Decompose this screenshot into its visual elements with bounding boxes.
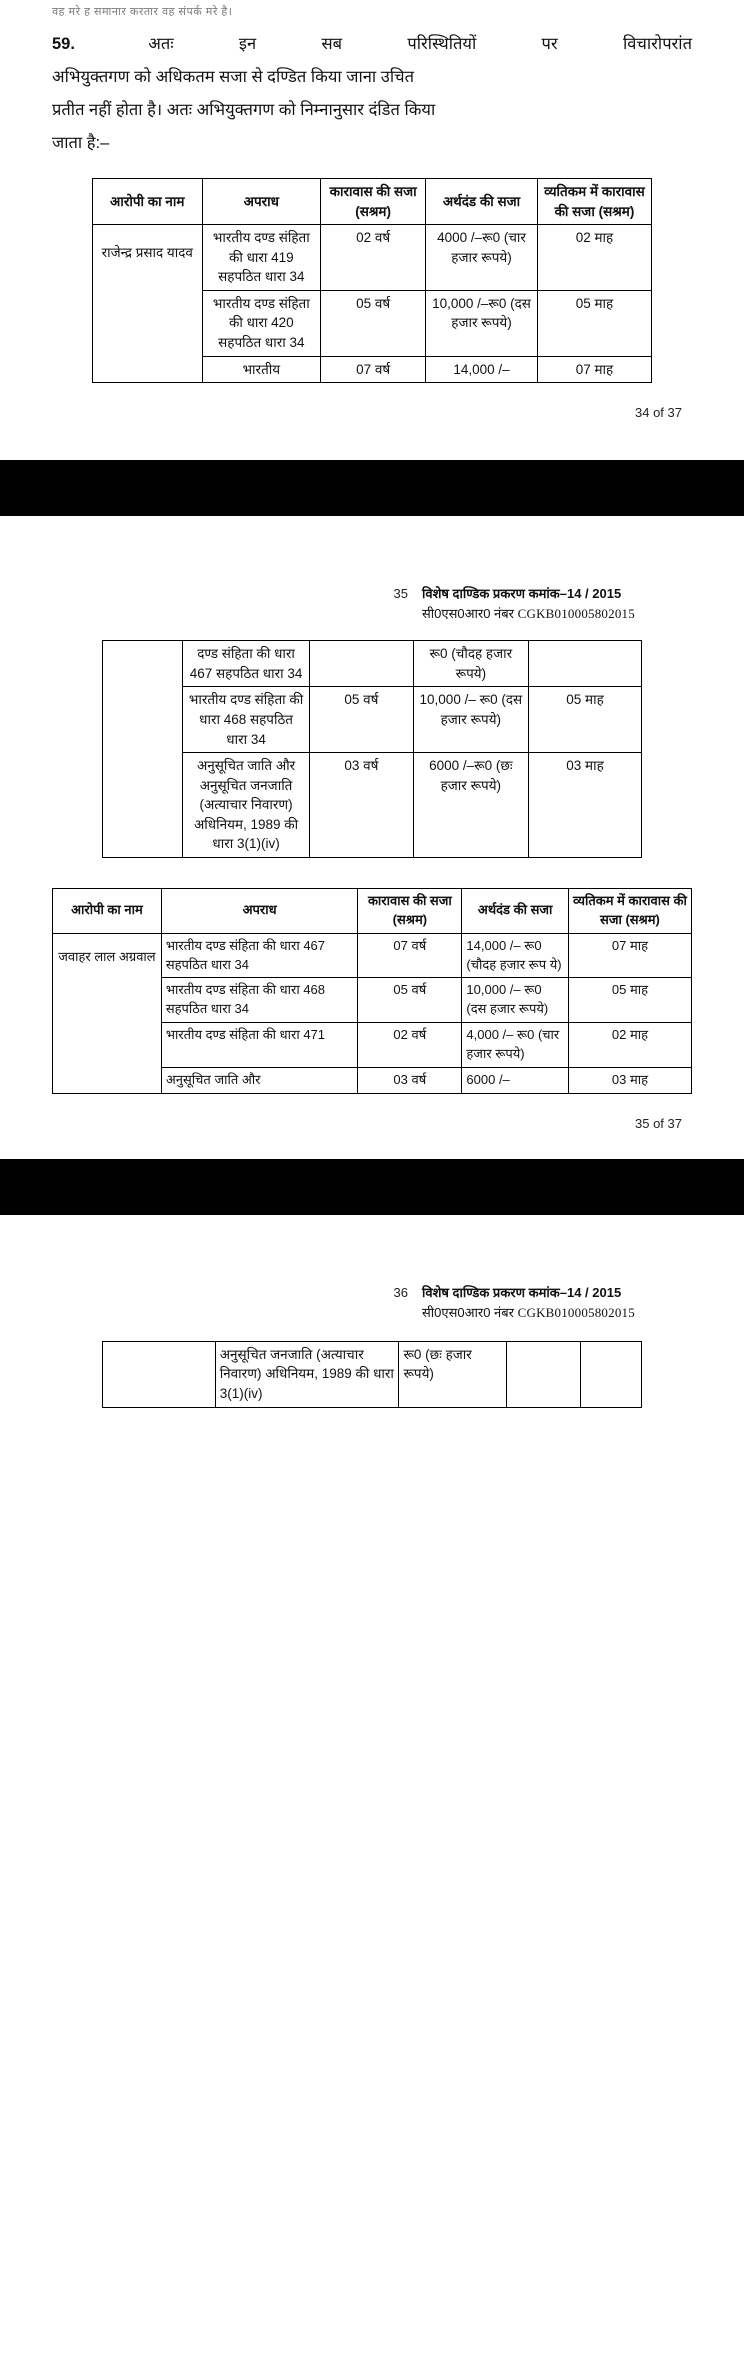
cell-fine: 14,000 /– <box>426 356 538 383</box>
cell-default <box>529 641 642 687</box>
case-csr-prefix: सी0एस0आर0 नंबर <box>422 1304 518 1320</box>
page-gap-top-1 <box>0 420 744 460</box>
col-fine: अर्थदंड की सजा <box>462 888 569 933</box>
page-34 <box>0 0 744 420</box>
cell-accused-name <box>103 641 183 858</box>
table-row <box>93 225 652 291</box>
col-imprisonment: कारावास की सजा (सश्रम) <box>358 888 462 933</box>
page-35-folio: 35 of 37 <box>635 1115 682 1131</box>
cell-offence: अनुसूचित जाति और अनुसूचित जनजाति (अत्याचार निवारण) अधिनियम, 1989 की धारा 3(1)(iv) <box>183 753 310 858</box>
cell-default: 02 माह <box>568 1023 691 1068</box>
cell-fine: रू0 (चौदह हजार रूपये) <box>413 641 528 687</box>
cell-imprisonment: 07 वर्ष <box>321 356 426 383</box>
page-34-folio: 34 of 37 <box>635 405 682 421</box>
cell-default: 05 माह <box>568 978 691 1023</box>
cell-fine: रू0 (छः हजार रूपये) <box>399 1341 507 1407</box>
paragraph-line-4: जाता है:– <box>52 134 110 152</box>
cell-default: 05 माह <box>537 290 651 356</box>
page-separator-band-1 <box>0 460 744 516</box>
table-row <box>103 687 642 753</box>
cell-fine: 14,000 /– रू0 (चौदह हजार रूप ये) <box>462 933 569 978</box>
page-gap-bottom-2 <box>0 1215 744 1273</box>
col-accused-name: आरोपी का नाम <box>93 179 203 225</box>
case-csr-code: CGKB010005802015 <box>517 1304 635 1320</box>
cell-fine: 4000 /–रू0 (चार हजार रूपये) <box>426 225 538 291</box>
sentence-table-continued-jawahar <box>102 1341 642 1408</box>
col-fine: अर्थदंड की सजा <box>426 179 538 225</box>
cell-offence: भारतीय दण्ड संहिता की धारा 420 सहपठित धारा 34 <box>202 290 321 356</box>
cell-offence: भारतीय दण्ड संहिता की धारा 468 सहपठित धारा 34 <box>183 687 310 753</box>
paragraph-line-1-word-5: पर <box>541 35 558 53</box>
sentence-table-rajendra <box>92 178 652 383</box>
sentence-table-continued-rajendra <box>102 640 642 858</box>
cell-offence: अनुसूचित जनजाति (अत्याचार निवारण) अधिनियम, 1989 की धारा 3(1)(iv) <box>215 1341 399 1407</box>
cell-offence: भारतीय दण्ड संहिता की धारा 419 सहपठित धारा 34 <box>202 225 321 291</box>
paragraph-line-1-word-3: सब <box>321 35 343 53</box>
col-accused-name: आरोपी का नाम <box>53 888 162 933</box>
cell-imprisonment: 02 वर्ष <box>321 225 426 291</box>
paragraph-line-3: प्रतीत नहीं होता है। अतः अभियुक्तगण को निम्नानुसार दंडित किया <box>52 101 436 119</box>
paragraph-line-1-word-6: विचारोपरांत <box>622 35 692 53</box>
page-separator-band-2 <box>0 1159 744 1215</box>
cell-default: 05 माह <box>529 687 642 753</box>
cell-default: 07 माह <box>568 933 691 978</box>
page-35 <box>0 574 744 1131</box>
clipped-top-line: वह मरे ह समानार करतार वह संपर्क मरे है। <box>52 6 233 16</box>
page-36-number: 36 <box>393 1284 408 1300</box>
table-header-row <box>93 179 652 225</box>
case-csr-code: CGKB010005802015 <box>517 606 635 622</box>
case-csr <box>422 1303 692 1323</box>
page-36 <box>0 1273 744 1408</box>
table-row <box>103 753 642 858</box>
page-gap-top-2 <box>0 1131 744 1159</box>
page-gap-bottom-1 <box>0 516 744 574</box>
case-header <box>422 1283 692 1323</box>
paragraph-line-1-word-2: इन <box>238 35 257 53</box>
col-imprisonment: कारावास की सजा (सश्रम) <box>321 179 426 225</box>
cell-imprisonment: 05 वर्ष <box>358 978 462 1023</box>
case-title: विशेष दाण्डिक प्रकरण कमांक–14 / 2015 <box>422 1284 622 1300</box>
col-default-imprisonment: व्यतिकम में कारावास की सजा (सश्रम) <box>537 179 651 225</box>
page-35-number: 35 <box>393 586 408 602</box>
cell-offence: भारतीय दण्ड संहिता की धारा 471 <box>161 1023 357 1068</box>
paragraph-line-2: अभियुक्तगण को अधिकतम सजा से दण्डित किया जाना उचित <box>52 68 414 86</box>
cell-fine: 10,000 /– रू0 (दस हजार रूपये) <box>413 687 528 753</box>
cell-default: 07 माह <box>537 356 651 383</box>
cell-offence: भारतीय दण्ड संहिता की धारा 468 सहपठित धारा 34 <box>161 978 357 1023</box>
paragraph-line-1 <box>52 28 692 61</box>
cell-fine: 6000 /– <box>462 1067 569 1093</box>
cell-imprisonment: 03 वर्ष <box>358 1067 462 1093</box>
cell-default: 03 माह <box>529 753 642 858</box>
case-header <box>422 584 692 624</box>
case-title: विशेष दाण्डिक प्रकरण कमांक–14 / 2015 <box>422 586 622 602</box>
table-row <box>103 641 642 687</box>
paragraph-line-1-word-4: परिस्थितियों <box>407 35 477 53</box>
cell-offence: अनुसूचित जाति और <box>161 1067 357 1093</box>
case-csr-prefix: सी0एस0आर0 नंबर <box>422 606 518 622</box>
cell-imprisonment: 07 वर्ष <box>358 933 462 978</box>
col-offence: अपराध <box>161 888 357 933</box>
cell-imprisonment: 03 वर्ष <box>310 753 414 858</box>
paragraph-number: 59. <box>52 35 75 53</box>
paragraph-line-1-word-1: अतः <box>148 35 174 53</box>
cell-default: 03 माह <box>568 1067 691 1093</box>
cell-fine: 6000 /–रू0 (छः हजार रूपये) <box>413 753 528 858</box>
cell-accused-name: राजेन्द्र प्रसाद यादव <box>93 225 203 383</box>
paragraph-59 <box>52 28 692 160</box>
cell-offence: दण्ड संहिता की धारा 467 सहपठित धारा 34 <box>183 641 310 687</box>
cell-default: 02 माह <box>537 225 651 291</box>
cell-accused-name: जवाहर लाल अग्रवाल <box>53 933 162 1093</box>
table-row <box>103 1341 642 1407</box>
cell-fine: 10,000 /–रू0 (दस हजार रूपये) <box>426 290 538 356</box>
cell-accused-name <box>103 1341 216 1407</box>
cell-default <box>580 1341 641 1407</box>
col-offence: अपराध <box>202 179 321 225</box>
table-header-row <box>53 888 692 933</box>
cell-imprisonment: 02 वर्ष <box>358 1023 462 1068</box>
case-csr <box>422 604 692 624</box>
page-35-header <box>52 574 692 624</box>
page-36-header <box>52 1273 692 1323</box>
cell-fine: 10,000 /– रू0 (दस हजार रूपये) <box>462 978 569 1023</box>
sentence-table-jawahar <box>52 888 692 1094</box>
col-default-imprisonment: व्यतिकम में कारावास की सजा (सश्रम) <box>568 888 691 933</box>
cell-imprisonment <box>310 641 414 687</box>
cell-offence: भारतीय दण्ड संहिता की धारा 467 सहपठित धारा 34 <box>161 933 357 978</box>
cell-imprisonment: 05 वर्ष <box>310 687 414 753</box>
table-row <box>53 933 692 978</box>
cell-imprisonment <box>507 1341 581 1407</box>
cell-offence: भारतीय <box>202 356 321 383</box>
cell-fine: 4,000 /– रू0 (चार हजार रूपये) <box>462 1023 569 1068</box>
cell-imprisonment: 05 वर्ष <box>321 290 426 356</box>
